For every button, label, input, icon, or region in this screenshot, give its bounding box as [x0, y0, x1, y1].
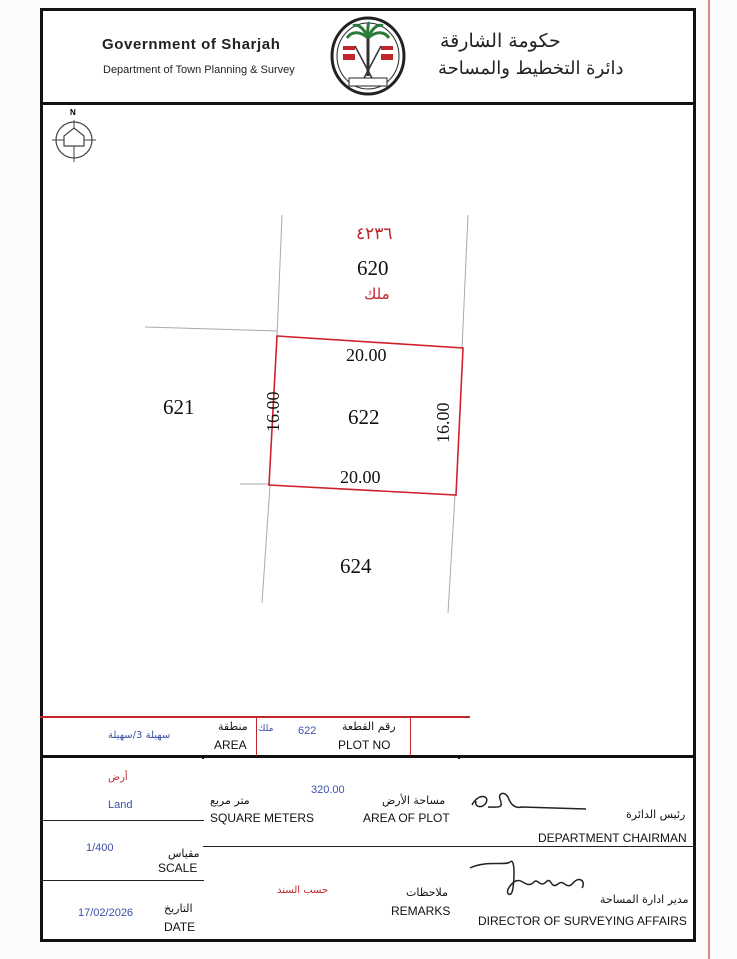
chairman-signature — [468, 783, 588, 823]
remarks-ar: ملاحظات — [406, 886, 448, 899]
plot-number-ar: ٤٢٣٦ — [356, 224, 393, 243]
land-ar: أرض — [108, 772, 128, 783]
department-title-en: Department of Town Planning & Survey — [103, 64, 295, 76]
plot-620-type: ملك — [364, 285, 390, 303]
dimension-top: 20.00 — [346, 345, 387, 365]
ownership-value: ملك — [258, 724, 274, 734]
date-value: 17/02/2026 — [78, 907, 134, 919]
boundary-line — [145, 327, 278, 331]
area-value: 320.00 — [311, 784, 345, 796]
date-en: DATE — [164, 920, 196, 934]
area-of-plot-en: AREA OF PLOT — [363, 811, 450, 825]
plot-no-label-en: PLOT NO — [338, 738, 391, 752]
government-title-ar: حكومة الشارقة — [440, 30, 561, 52]
north-label: N — [70, 108, 76, 117]
area-label-en: AREA — [214, 738, 247, 752]
dimension-right: 16.00 — [433, 402, 453, 443]
area-label-ar: منطقة — [218, 720, 248, 733]
scale-value: 1/400 — [86, 842, 114, 854]
scale-ar: مقياس — [168, 847, 200, 860]
dimension-bottom: 20.00 — [340, 467, 381, 487]
remarks-value: حسب السند — [277, 885, 329, 896]
director-en: DIRECTOR OF SURVEYING AFFAIRS — [478, 914, 687, 928]
table-top-border — [40, 716, 470, 718]
remarks-en: REMARKS — [391, 904, 451, 918]
date-ar: التاريخ — [164, 902, 193, 915]
scale-en: SCALE — [158, 861, 198, 875]
department-title-ar: دائرة التخطيط والمساحة — [438, 58, 624, 79]
sqm-label-ar: متر مربع — [210, 794, 250, 807]
table-divider — [40, 755, 696, 758]
plot-no-label-ar: رقم القطعة — [342, 720, 396, 733]
plot-621-label: 621 — [163, 395, 195, 419]
boundary-line — [448, 495, 455, 613]
sqm-label-en: SQUARE METERS — [210, 811, 315, 825]
dimension-left: 16.00 — [263, 391, 283, 432]
land-en: Land — [108, 799, 133, 811]
table-row-divider — [203, 846, 696, 847]
plot-622-label: 622 — [348, 405, 380, 429]
table-column-divider — [202, 756, 204, 759]
table-cell-divider — [410, 718, 411, 756]
director-ar: مدير ادارة المساحة — [600, 893, 689, 906]
region-value: سهيلة 3/سهيلة — [108, 730, 171, 741]
plot-no-value: 622 — [298, 725, 317, 737]
boundary-line — [462, 215, 468, 349]
chairman-en: DEPARTMENT CHAIRMAN — [538, 831, 687, 845]
chairman-ar: رئيس الدائرة — [626, 808, 686, 821]
table-cell-divider — [256, 718, 257, 756]
government-title-en: Government of Sharjah — [102, 36, 281, 53]
area-of-plot-ar: مساحة الأرض — [382, 794, 446, 807]
table-row-divider — [40, 880, 204, 881]
boundary-line — [262, 485, 270, 603]
plot-620-label: 620 — [357, 256, 389, 280]
plot-624-label: 624 — [340, 554, 372, 578]
table-row-divider — [40, 820, 204, 821]
table-column-divider — [458, 756, 460, 759]
director-signature — [466, 852, 596, 902]
boundary-line — [277, 215, 282, 337]
